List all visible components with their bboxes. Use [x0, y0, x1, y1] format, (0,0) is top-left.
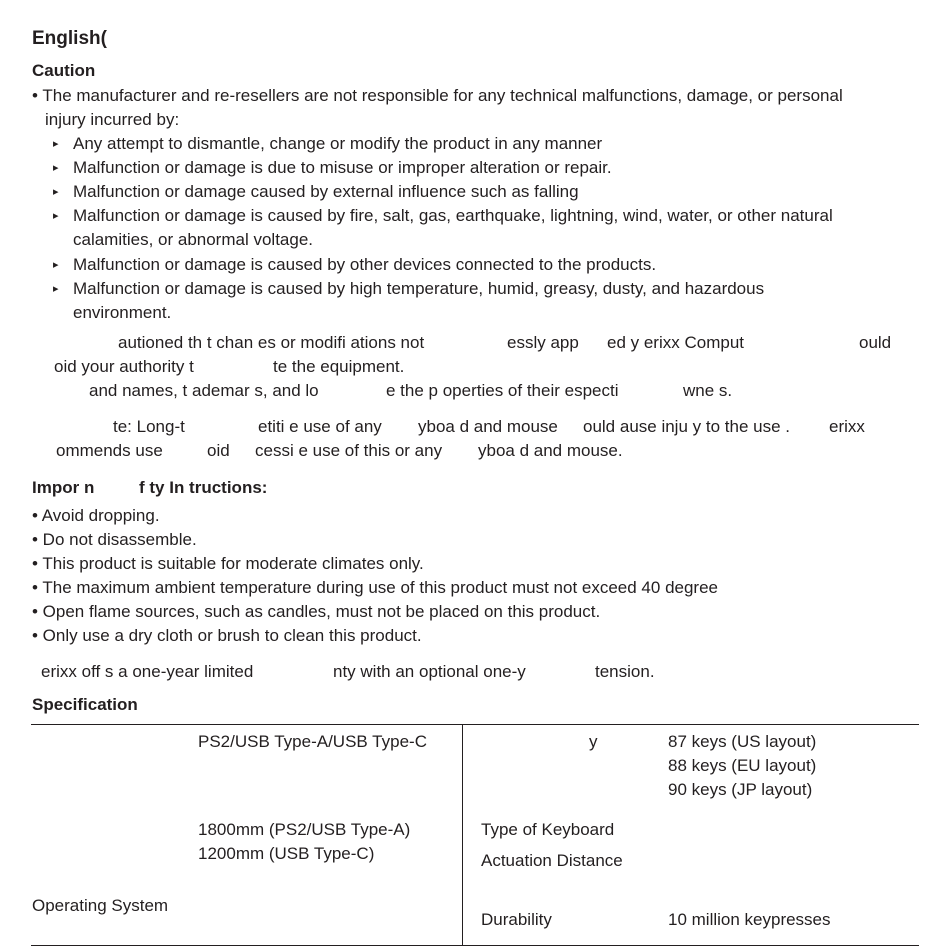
list-item: • Open flame sources, such as candles, must not be placed on this product.	[32, 602, 601, 621]
note-fragment: cessi e use of this or any	[255, 441, 443, 460]
triangle-bullet-icon: ▸	[53, 162, 59, 174]
connector-value: PS2/USB Type-A/USB Type-C	[198, 732, 427, 751]
table-top-border	[31, 724, 919, 725]
table-bottom-border	[31, 945, 919, 946]
caution-title: Caution	[32, 61, 96, 80]
actuation-label: Actuation Distance	[481, 851, 623, 870]
list-item-cont: calamities, or abnormal voltage.	[73, 230, 314, 249]
safety-title: Impor n	[32, 478, 95, 497]
os-label: Operating System	[32, 896, 169, 915]
trademark-fragment: e the p operties of their especti	[386, 381, 619, 400]
keys-value: 90 keys (JP layout)	[668, 780, 813, 799]
list-item: • This product is suitable for moderate climates only.	[32, 554, 424, 573]
fcc-fragment: ould	[859, 333, 892, 352]
fcc-fragment: essly app	[507, 333, 579, 352]
triangle-bullet-icon: ▸	[53, 259, 59, 271]
list-item: • Only use a dry cloth or brush to clean this product.	[32, 626, 422, 645]
note-fragment: oid	[207, 441, 230, 460]
list-item: Malfunction or damage caused by external influence such as falling	[73, 182, 579, 201]
caution-intro: • The manufacturer and re-resellers are not responsible for any technical malfunctions, damage, or personal	[32, 86, 843, 105]
list-item: Malfunction or damage is caused by other devices connected to the products.	[73, 255, 657, 274]
safety-title-cont: f ty In tructions:	[139, 478, 268, 497]
keys-value: 88 keys (EU layout)	[668, 756, 817, 775]
list-item: • The maximum ambient temperature during use of this product must not exceed 40 degree	[32, 578, 719, 597]
trademark-fragment: and names, t ademar s, and lo	[89, 381, 319, 400]
list-item: • Avoid dropping.	[32, 506, 160, 525]
list-item: • Do not disassemble.	[32, 530, 197, 549]
list-item: Malfunction or damage is due to misuse or improper alteration or repair.	[73, 158, 612, 177]
caution-intro-cont: injury incurred by:	[45, 110, 180, 129]
list-item: Malfunction or damage is caused by fire, salt, gas, earthquake, lightning, wind, water, or other natural	[73, 206, 833, 225]
triangle-bullet-icon: ▸	[53, 283, 59, 295]
fcc-fragment: oid your authority t	[54, 357, 194, 376]
table-column-divider	[462, 724, 463, 946]
cable-length-value: 1200mm (USB Type-C)	[198, 844, 375, 863]
keys-label: y	[589, 732, 598, 751]
fcc-fragment: te the equipment.	[273, 357, 405, 376]
triangle-bullet-icon: ▸	[53, 210, 59, 222]
warranty-fragment: nty with an optional one-y	[333, 662, 526, 681]
cable-length-value: 1800mm (PS2/USB Type-A)	[198, 820, 411, 839]
keys-value: 87 keys (US layout)	[668, 732, 817, 751]
durability-value: 10 million keypresses	[668, 910, 831, 929]
triangle-bullet-icon: ▸	[53, 186, 59, 198]
note-fragment: yboa d and mouse	[418, 417, 558, 436]
triangle-bullet-icon: ▸	[53, 138, 59, 150]
keyboard-type-label: Type of Keyboard	[481, 820, 615, 839]
page-title: English(	[32, 28, 107, 49]
list-item-cont: environment.	[73, 303, 172, 322]
note-fragment: ould ause inju y to the use .	[583, 417, 790, 436]
warranty-fragment: tension.	[595, 662, 655, 681]
list-item: Malfunction or damage is caused by high temperature, humid, greasy, dusty, and hazardous	[73, 279, 765, 298]
note-fragment: ommends use	[56, 441, 163, 460]
fcc-fragment: ed y erixx Comput	[607, 333, 744, 352]
trademark-fragment: wne s.	[683, 381, 733, 400]
fcc-fragment: autioned th t chan es or modifi ations not	[118, 333, 425, 352]
durability-label: Durability	[481, 910, 552, 929]
spec-title: Specification	[32, 695, 138, 714]
note-fragment: etiti e use of any	[258, 417, 382, 436]
list-item: Any attempt to dismantle, change or modify the product in any manner	[73, 134, 603, 153]
warranty-fragment: erixx off s a one-year limited	[41, 662, 254, 681]
note-fragment: yboa d and mouse.	[478, 441, 623, 460]
note-fragment: te: Long-t	[113, 417, 185, 436]
note-fragment: erixx	[829, 417, 865, 436]
